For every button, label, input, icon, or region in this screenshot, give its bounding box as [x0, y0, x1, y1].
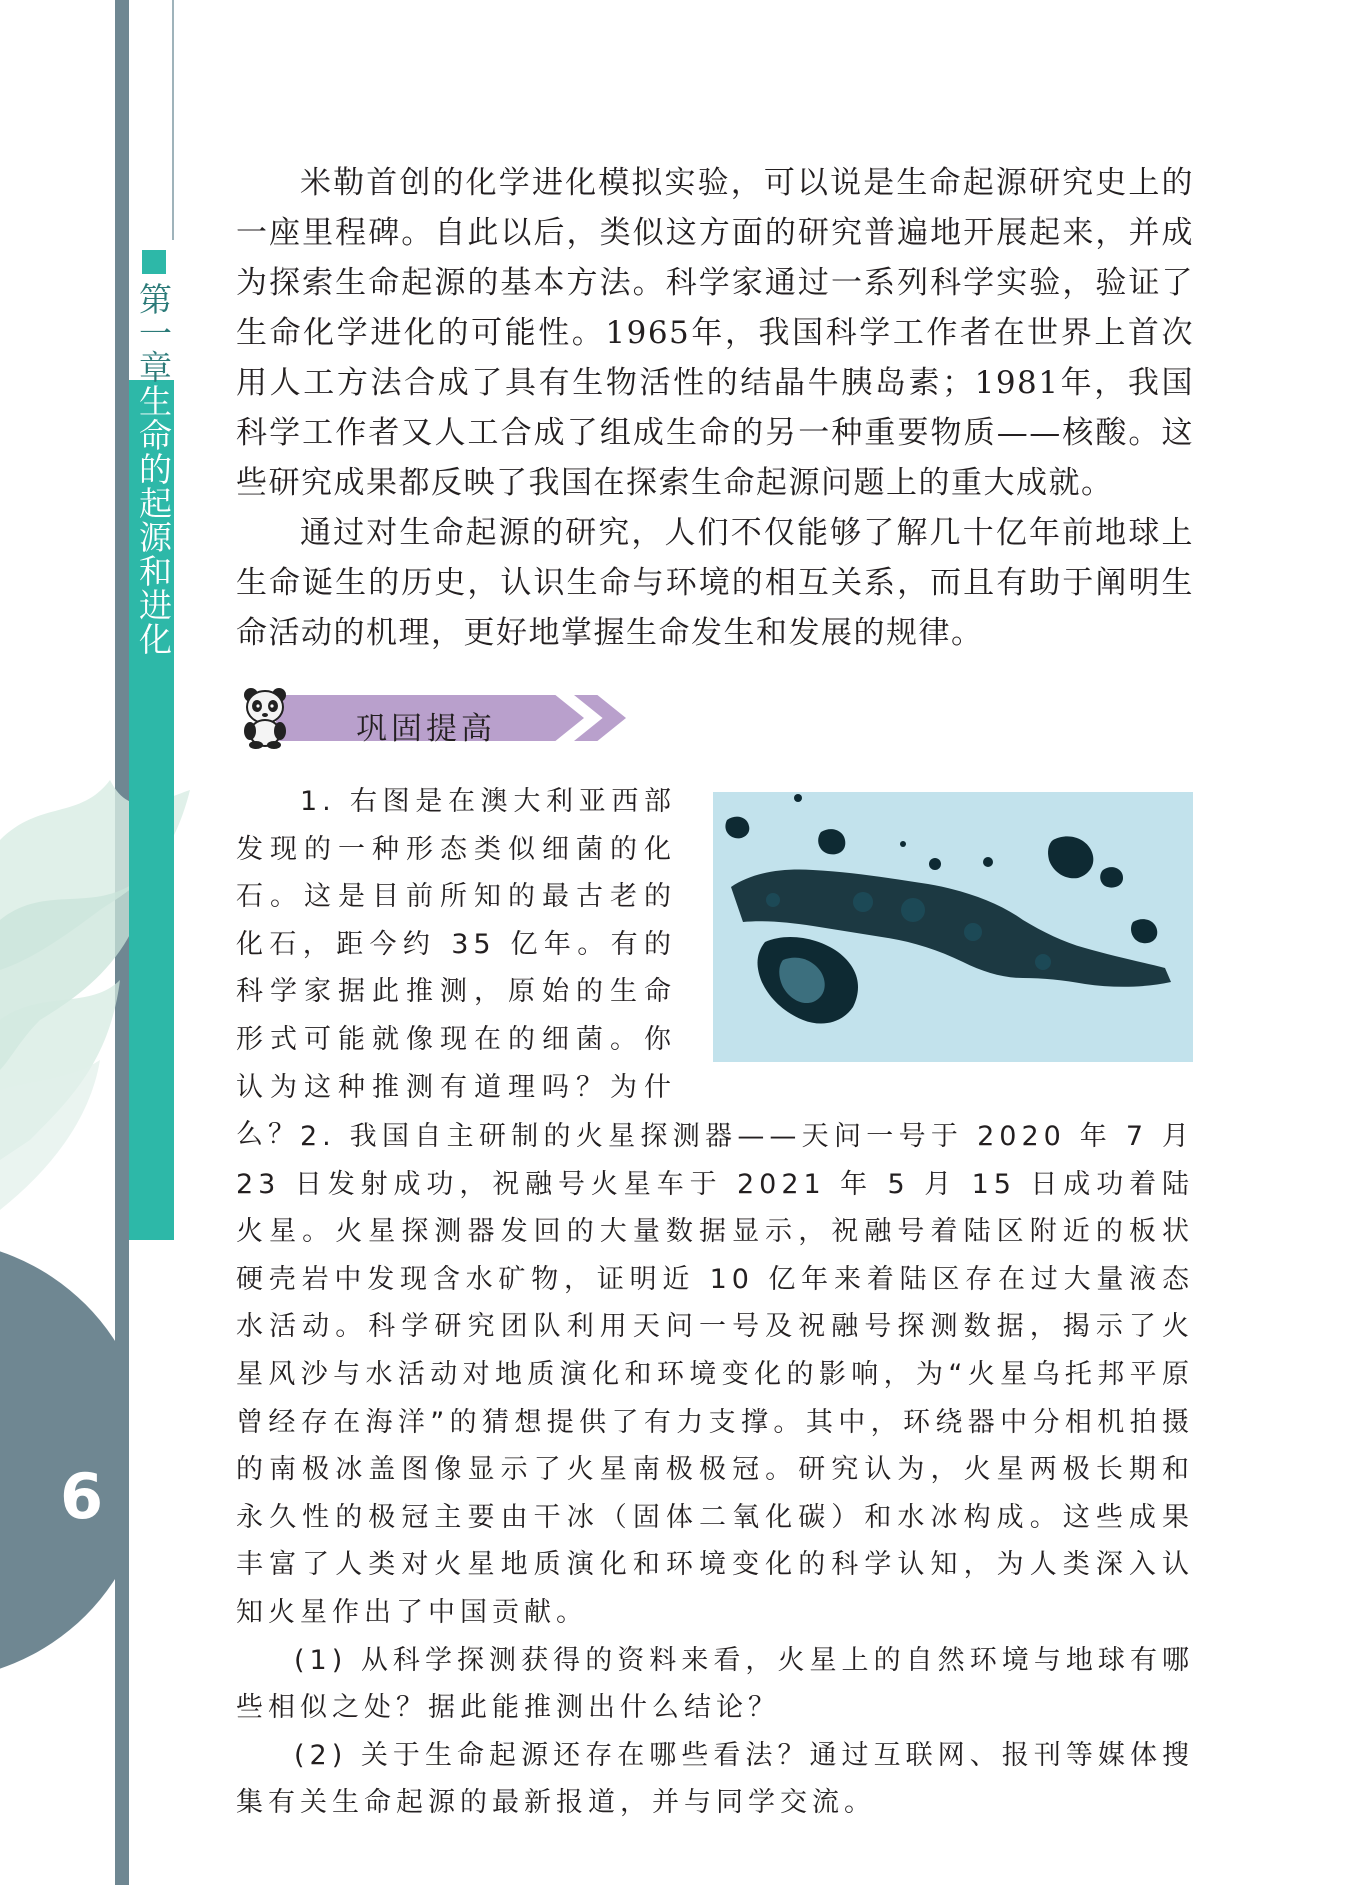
- question-2-text: 2. 我国自主研制的火星探测器——天问一号于 2020 年 7 月 23 日发射成功，祝融号火星车于 2021 年 5 月 15 日成功着陆火星。火星探测器发回的大量数据显示，祝融号着陆区附近的板状硬壳岩中发现含水矿物，证明近 10 亿年来着陆区存在过大量液态水活动。科学研究团队利用天问一号及祝融号探测数据，揭示了火星风沙与水活动对地质演化和环境变化的影响，为“火星乌托邦平原曾经存在海洋”的猜想提供了有力支撑。其中，环绕器中分相机拍摄的南极冰盖图像显示了火星南极极冠。研究认为，火星两极长期和永久性的极冠主要由干冰（固体二氧化碳）和水冰构成。这些成果丰富了人类对火星地质演化和环境变化的科学认知，为人类深入认知火星作出了中国贡献。: [236, 1121, 1194, 1628]
- question-2-sub-2: (2) 关于生命起源还存在哪些看法？通过互联网、报刊等媒体搜集有关生命起源的最新报道，并与同学交流。: [236, 1739, 1194, 1819]
- fossil-image: [713, 792, 1193, 1062]
- chapter-label: [133, 282, 173, 656]
- chapter-marker-square: [142, 250, 166, 274]
- section-heading-label: 巩固提高: [356, 711, 496, 747]
- panda-icon: [236, 685, 294, 749]
- question-2-sub-1: (1) 从科学探测获得的资料来看，火星上的自然环境与地球有哪些相似之处？据此能推测出什么结论？: [236, 1644, 1194, 1724]
- body-paragraph-1: 米勒首创的化学进化模拟实验，可以说是生命起源研究史上的一座里程碑。自此以后，类似这方面的研究普遍地开展起来，并成为探索生命起源的基本方法。科学家通过一系列科学实验，验证了生命化学进化的可能性。1965年，我国科学工作者在世界上首次用人工方法合成了具有生物活性的结晶牛胰岛素；1981年，我国科学工作者又人工合成了组成生命的另一种重要物质——核酸。这些研究成果都反映了我国在探索生命起源问题上的重大成就。: [236, 165, 1194, 501]
- question-1: 1. 右图是在澳大利亚西部发现的一种形态类似细菌的化石。这是目前所知的最古老的化石，距今约 35 亿年。有的科学家据此推测，原始的生命形式可能就像现在的细菌。你认为这种推测有道理吗？为什么？: [236, 786, 676, 1151]
- main-text: [236, 158, 1194, 658]
- section-heading: [236, 685, 636, 749]
- page-number: 6: [60, 1460, 104, 1533]
- chapter-number: 第一章: [134, 282, 173, 384]
- chapter-title: 生命的起源和进化: [134, 384, 173, 656]
- body-paragraph-2: 通过对生命起源的研究，人们不仅能够了解几十亿年前地球上生命诞生的历史，认识生命与环境的相互关系，而且有助于阐明生命活动的机理，更好地掌握生命发生和发展的规律。: [236, 515, 1194, 651]
- question-2: [236, 1113, 1194, 1827]
